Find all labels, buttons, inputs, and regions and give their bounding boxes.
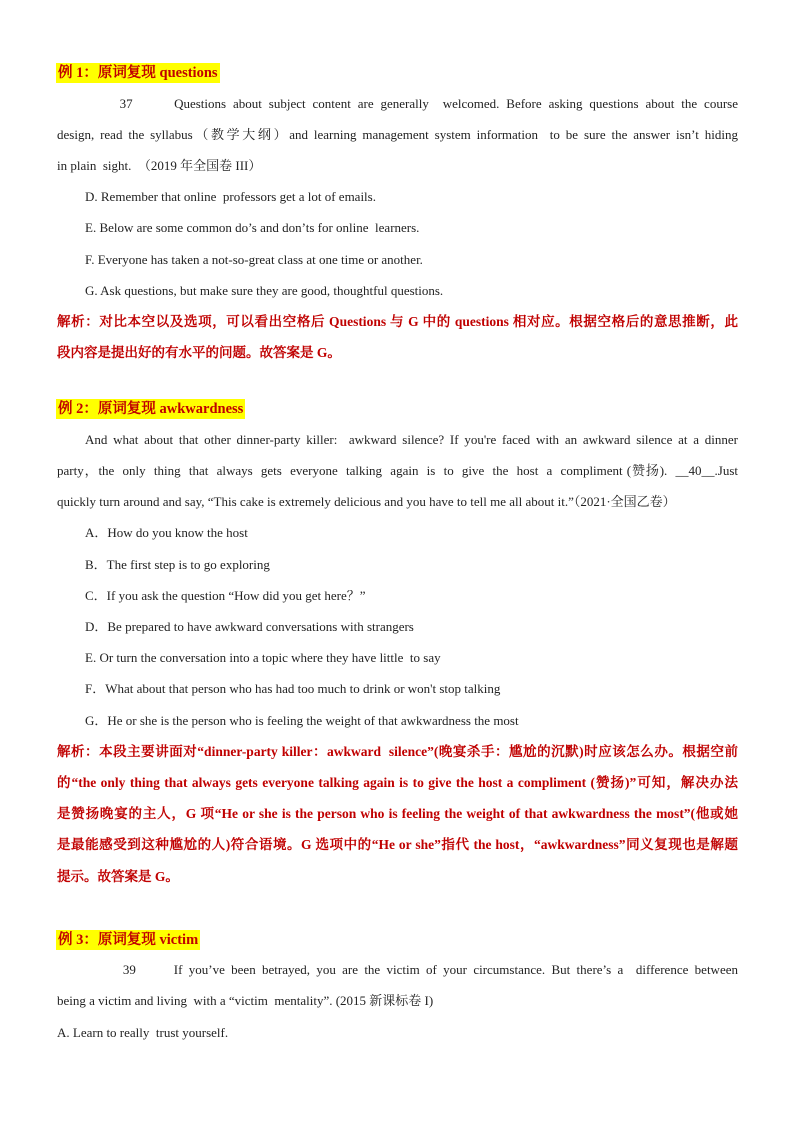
example-1-paragraph-line: in plain sight. （2019 年全国卷 III） (57, 158, 262, 173)
example-2-analysis-line: 是赞扬晚宴的主人，G 项“He or she is the person who is feeling the weight of that awkwardness the most”(他或她 (57, 806, 738, 821)
example-2-option: D．Be prepared to have awkward conversations with strangers (85, 619, 414, 634)
example-2-analysis-line: 是最能感受到这种尴尬的人)符合语境。G 选项中的“He or she”指代 the host，“awkwardness”同义复现也是解题 (57, 837, 738, 852)
example-2-option: A．How do you know the host (85, 525, 248, 540)
example-1-analysis-line: 段内容是提出好的有水平的问题。故答案是 G。 (57, 345, 341, 360)
example-1-option: F. Everyone has taken a not-so-great class at one time or another. (85, 252, 423, 267)
example-1-heading: 例 1：原词复现 questions (58, 65, 218, 81)
example-3-paragraph-line: being a victim and living with a “victim mentality”. (2015 新课标卷 I) (57, 993, 434, 1008)
example-3-option: A. Learn to really trust yourself. (57, 1025, 229, 1040)
example-2-heading: 例 2：原词复现 awkwardness (58, 401, 244, 417)
example-2-analysis-line: 提示。故答案是 G。 (57, 869, 179, 884)
example-1-option: D. Remember that online professors get a lot of emails. (85, 189, 376, 204)
example-3-heading: 例 3：原词复现 victim (58, 932, 199, 948)
example-2-paragraph-line: quickly turn around and say, “This cake is extremely delicious and you have to tell me all about it.”（2021·全国乙卷） (57, 494, 676, 509)
example-2-option: F．What about that person who has had too much to drink or won't stop talking (85, 681, 501, 696)
example-2-option: B．The first step is to go exploring (85, 557, 270, 572)
example-2-paragraph-line: And what about that other dinner-party killer: awkward silence? If you're faced with an awkward silence at a dinner (85, 432, 738, 447)
example-1-option: G. Ask questions, but make sure they are good, thoughtful questions. (85, 283, 444, 298)
example-3-paragraph-line: 39 If you’ve been betrayed, you are the victim of your circumstance. But there’s a difference between (85, 962, 738, 977)
example-2-option: E. Or turn the conversation into a topic where they have little to say (85, 650, 441, 665)
example-2-analysis-line: 的“the only thing that always gets everyone talking again is to give the host a compliment (赞扬)”可知，解决办法 (57, 775, 738, 790)
example-2-paragraph-line: party，the only thing that always gets everyone talking again is to give the host a compliment (赞扬). __40__.Just (57, 463, 738, 478)
example-2-analysis-line: 解析：本段主要讲面对“dinner-party killer：awkward silence”(晚宴杀手：尴尬的沉默)时应该怎么办。根据空前 (57, 744, 738, 759)
example-2-option: G．He or she is the person who is feeling the weight of that awkwardness the most (85, 713, 519, 728)
example-1-analysis-line: 解析：对比本空以及选项，可以看出空格后 Questions 与 G 中的 questions 相对应。根据空格后的意思推断，此 (57, 314, 738, 329)
example-1-paragraph-line: 37 Questions about subject content are generally welcomed. Before asking questions about the course (85, 96, 738, 111)
example-2-option: C．If you ask the question “How did you get here？” (85, 588, 366, 603)
example-1-paragraph-line: design, read the syllabus（教学大纲）and learning management system information to be sure the answer isn’t hiding (57, 127, 738, 142)
example-1-option: E. Below are some common do’s and don’ts for online learners. (85, 220, 420, 235)
